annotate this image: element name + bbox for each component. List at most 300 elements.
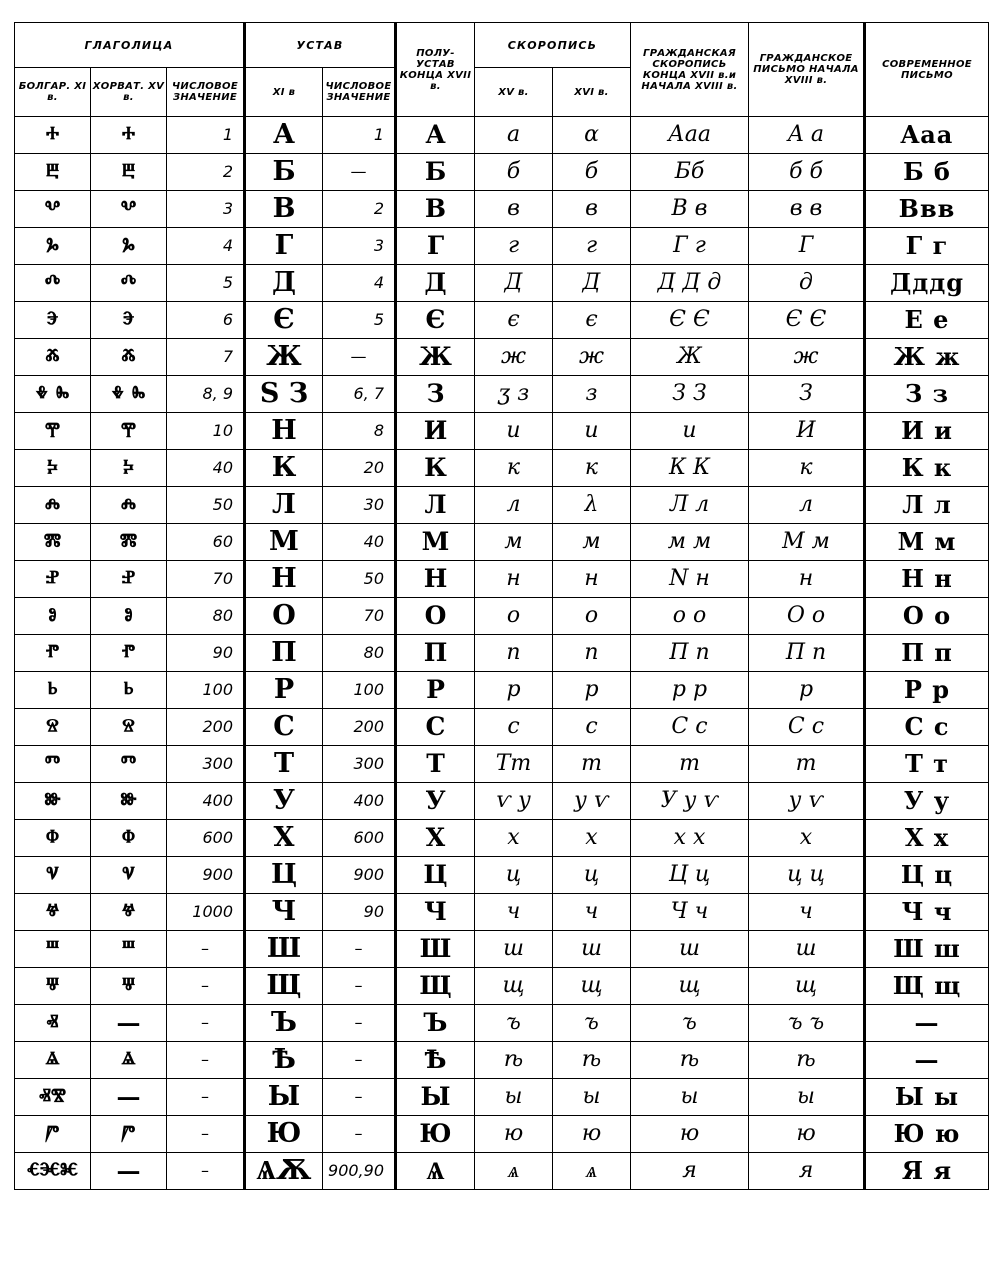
- civil-pismo-cell: ѣ: [749, 1042, 865, 1079]
- civil-skoropis-cell: я: [631, 1153, 749, 1190]
- ustav-num-cell: 50: [323, 561, 396, 598]
- civil-skoropis-cell: Ц ц: [631, 857, 749, 894]
- bulgar-cell: ⰽ: [15, 450, 91, 487]
- poluustav-cell: О: [396, 598, 475, 635]
- table-row: [15, 191, 989, 228]
- civil-pismo-cell: д: [749, 265, 865, 302]
- glag-num-cell: 3: [167, 191, 245, 228]
- civil-skoropis-cell: т: [631, 746, 749, 783]
- poluustav-cell: Ю: [396, 1116, 475, 1153]
- skoropis-xvi-header: XVI в.: [553, 68, 631, 117]
- glag-num-cell: 900: [167, 857, 245, 894]
- modern-cell: Х х: [865, 820, 989, 857]
- bulgar-cell: ⰲ: [15, 191, 91, 228]
- skoropis-xvi-cell: п: [553, 635, 631, 672]
- civil-pismo-cell: Є Є: [749, 302, 865, 339]
- ustav-num-cell: 30: [323, 487, 396, 524]
- modern-cell: Б б: [865, 154, 989, 191]
- modern-cell: —: [865, 1042, 989, 1079]
- bulgar-cell: ⱍ: [15, 894, 91, 931]
- croat-cell: ⱂ: [91, 635, 167, 672]
- civil-pismo-cell: х: [749, 820, 865, 857]
- ustav-num-cell: —: [323, 154, 396, 191]
- croat-cell: ⱆ: [91, 783, 167, 820]
- glag-num-cell: 100: [167, 672, 245, 709]
- modern-cell: П п: [865, 635, 989, 672]
- civil-pismo-cell: н: [749, 561, 865, 598]
- table-row: [15, 894, 989, 931]
- skoropis-xv-cell: щ: [475, 968, 553, 1005]
- table-row: [15, 265, 989, 302]
- glag-num-cell: 90: [167, 635, 245, 672]
- skoropis-xv-cell: ж: [475, 339, 553, 376]
- civil-pismo-cell: С с: [749, 709, 865, 746]
- skoropis-xv-cell: ѵ у: [475, 783, 553, 820]
- ustav-num-cell: –: [323, 1116, 396, 1153]
- bulgar-cell: ⱓ: [15, 1116, 91, 1153]
- skoropis-xv-cell: ч: [475, 894, 553, 931]
- ustav-cell: Є: [245, 302, 323, 339]
- civil-skoropis-cell: Г г: [631, 228, 749, 265]
- ustav-cell: Р: [245, 672, 323, 709]
- poluustav-cell: С: [396, 709, 475, 746]
- poluustav-cell: М: [396, 524, 475, 561]
- skoropis-xvi-cell: ы: [553, 1079, 631, 1116]
- ustav-cell: Н: [245, 413, 323, 450]
- skoropis-xvi-cell: Д: [553, 265, 631, 302]
- bulgar-cell: ⰴ: [15, 265, 91, 302]
- skoropis-xv-cell: р: [475, 672, 553, 709]
- poluustav-cell: Ъ: [396, 1005, 475, 1042]
- croat-cell: ⱁ: [91, 598, 167, 635]
- skoropis-xv-cell: с: [475, 709, 553, 746]
- ustav-num-cell: –: [323, 931, 396, 968]
- skoropis-xvi-cell: т: [553, 746, 631, 783]
- bulgar-cell: ⰱ: [15, 154, 91, 191]
- skoropis-xvi-cell: ѣ: [553, 1042, 631, 1079]
- modern-cell: И и: [865, 413, 989, 450]
- civil-skoropis-cell: щ: [631, 968, 749, 1005]
- bulgar-cell: ⱏⰺ: [15, 1079, 91, 1116]
- skoropis-xv-cell: о: [475, 598, 553, 635]
- modern-cell: Ж ж: [865, 339, 989, 376]
- ustav-num-cell: 90: [323, 894, 396, 931]
- table-row: [15, 672, 989, 709]
- croat-cell: —: [91, 1005, 167, 1042]
- modern-cell: Aaa: [865, 117, 989, 154]
- skoropis-xvi-cell: и: [553, 413, 631, 450]
- skoropis-xvi-cell: с: [553, 709, 631, 746]
- ustav-cell: ѦѪ: [245, 1153, 323, 1190]
- civil-pismo-cell: A a: [749, 117, 865, 154]
- modern-cell: Ввв: [865, 191, 989, 228]
- glag-num-cell: –: [167, 1079, 245, 1116]
- table-row: [15, 413, 989, 450]
- table-row: [15, 376, 989, 413]
- croat-cell: ⱎ: [91, 931, 167, 968]
- modern-cell: Ч ч: [865, 894, 989, 931]
- skoropis-xvi-cell: х: [553, 820, 631, 857]
- skoropis-xvi-cell: ш: [553, 931, 631, 968]
- glag-num-cell: 80: [167, 598, 245, 635]
- civil-pismo-cell: ч: [749, 894, 865, 931]
- skoropis-xv-cell: м: [475, 524, 553, 561]
- skoropis-xv-cell: ш: [475, 931, 553, 968]
- croat-cell: ⱄ: [91, 709, 167, 746]
- skoropis-xv-cell: г: [475, 228, 553, 265]
- ustav-num-cell: –: [323, 1005, 396, 1042]
- civil-skoropis-cell: Д Д д: [631, 265, 749, 302]
- croat-cell: ⱅ: [91, 746, 167, 783]
- glag-num-cell: 300: [167, 746, 245, 783]
- table-row: [15, 746, 989, 783]
- civil-pismo-cell: р: [749, 672, 865, 709]
- ustav-num-cell: –: [323, 1042, 396, 1079]
- ustav-num-cell: 6, 7: [323, 376, 396, 413]
- civil-skoropis-cell: У у ѵ: [631, 783, 749, 820]
- glag-num-cell: 2: [167, 154, 245, 191]
- modern-cell: К к: [865, 450, 989, 487]
- croat-cell: ⰲ: [91, 191, 167, 228]
- modern-cell: О о: [865, 598, 989, 635]
- croat-cell: ⰾ: [91, 487, 167, 524]
- skoropis-xvi-cell: ч: [553, 894, 631, 931]
- poluustav-cell: А: [396, 117, 475, 154]
- table-row: [15, 857, 989, 894]
- table-row: [15, 1116, 989, 1153]
- table-row: [15, 1079, 989, 1116]
- glag-num-cell: 6: [167, 302, 245, 339]
- poluustav-cell: Є: [396, 302, 475, 339]
- poluustav-cell: Х: [396, 820, 475, 857]
- table-row: [15, 339, 989, 376]
- skoropis-xvi-cell: в: [553, 191, 631, 228]
- croat-cell: ⰶ: [91, 339, 167, 376]
- bulgar-cell: ⱃ: [15, 672, 91, 709]
- civil-skoropis-cell: Є Є: [631, 302, 749, 339]
- glag-num-cell: 5: [167, 265, 245, 302]
- bulgar-cell: ⱏ: [15, 1005, 91, 1042]
- skoropis-xvi-cell: м: [553, 524, 631, 561]
- skoropis-xvi-cell: н: [553, 561, 631, 598]
- skoropis-xv-cell: ю: [475, 1116, 553, 1153]
- table-row: [15, 1042, 989, 1079]
- table-row: [15, 524, 989, 561]
- table-row: [15, 487, 989, 524]
- ustav-cell: Ч: [245, 894, 323, 931]
- poluustav-cell: Ж: [396, 339, 475, 376]
- bulgar-cell: ⰿ: [15, 524, 91, 561]
- skoropis-xv-cell: є: [475, 302, 553, 339]
- poluustav-cell: Ѣ: [396, 1042, 475, 1079]
- glag-num-cell: 7: [167, 339, 245, 376]
- croat-cell: —: [91, 1153, 167, 1190]
- glag-num-cell: 4: [167, 228, 245, 265]
- croat-cell: ⰴ: [91, 265, 167, 302]
- bulgar-cell: ⰷ ⰸ: [15, 376, 91, 413]
- poluustav-cell: Ч: [396, 894, 475, 931]
- glag-num-cell: 1: [167, 117, 245, 154]
- civil-skoropis-cell: ѣ: [631, 1042, 749, 1079]
- croat-cell: ⰹ: [91, 413, 167, 450]
- skoropis-xv-cell: ъ: [475, 1005, 553, 1042]
- ustav-num-cell: 8: [323, 413, 396, 450]
- civil-skoropis-cell: ю: [631, 1116, 749, 1153]
- croat-cell: ⱑ: [91, 1042, 167, 1079]
- modern-header: СОВРЕМЕННОЕ ПИСЬМО: [865, 23, 989, 117]
- skoropis-xvi-cell: ю: [553, 1116, 631, 1153]
- civil-pismo-cell: ю: [749, 1116, 865, 1153]
- civil-pismo-cell: ж: [749, 339, 865, 376]
- table-row: [15, 1153, 989, 1190]
- skoropis-xv-cell: в: [475, 191, 553, 228]
- civil-skoropis-cell: и: [631, 413, 749, 450]
- poluustav-cell: Т: [396, 746, 475, 783]
- ustav-cell: Ж: [245, 339, 323, 376]
- civil-pismo-cell: я: [749, 1153, 865, 1190]
- modern-cell: М м: [865, 524, 989, 561]
- skoropis-xvi-cell: к: [553, 450, 631, 487]
- ustav-num-cell: 3: [323, 228, 396, 265]
- modern-cell: Ш ш: [865, 931, 989, 968]
- croat-cell: ⱓ: [91, 1116, 167, 1153]
- civil-pismo-cell: Г: [749, 228, 865, 265]
- ustav-cell: Н: [245, 561, 323, 598]
- table-row: [15, 931, 989, 968]
- poluustav-cell: Ш: [396, 931, 475, 968]
- skoropis-xvi-cell: г: [553, 228, 631, 265]
- modern-cell: Т т: [865, 746, 989, 783]
- glag-num-cell: 50: [167, 487, 245, 524]
- ustav-cell: А: [245, 117, 323, 154]
- civil-skoropis-cell: С с: [631, 709, 749, 746]
- croat-cell: ⰱ: [91, 154, 167, 191]
- ustav-cell: Л: [245, 487, 323, 524]
- civil-skoropis-cell: Бб: [631, 154, 749, 191]
- ustav-cell: Ш: [245, 931, 323, 968]
- ustav-header: УСТАВ: [245, 23, 396, 68]
- civil-skoropis-cell: ъ: [631, 1005, 749, 1042]
- poluustav-cell: Ц: [396, 857, 475, 894]
- modern-cell: Р р: [865, 672, 989, 709]
- ustav-num-header: ЧИСЛОВОЕ ЗНАЧЕНИЕ: [323, 68, 396, 117]
- ustav-num-cell: 200: [323, 709, 396, 746]
- civil-pismo-cell: у ѵ: [749, 783, 865, 820]
- croat-cell: ⱀ: [91, 561, 167, 598]
- modern-cell: Щ щ: [865, 968, 989, 1005]
- glag-num-cell: 10: [167, 413, 245, 450]
- civil-skoropis-cell: З З: [631, 376, 749, 413]
- skoropis-header: СКОРОПИСЬ: [475, 23, 631, 68]
- glagolitsa-header: ГЛАГОЛИЦА: [15, 23, 245, 68]
- bulgar-cell: ⱌ: [15, 857, 91, 894]
- modern-cell: Дддg: [865, 265, 989, 302]
- ustav-cell: Т: [245, 746, 323, 783]
- civil-pismo-cell: т: [749, 746, 865, 783]
- civil-skoropis-cell: Аaa: [631, 117, 749, 154]
- civil-pismo-cell: М м: [749, 524, 865, 561]
- ustav-cell: Ъ: [245, 1005, 323, 1042]
- table-row: [15, 228, 989, 265]
- ustav-cell: П: [245, 635, 323, 672]
- table-body: [15, 117, 989, 1190]
- ustav-num-cell: 400: [323, 783, 396, 820]
- ustav-num-cell: 5: [323, 302, 396, 339]
- civil-skoropis-cell: Ж: [631, 339, 749, 376]
- poluustav-header: ПОЛУ- УСТАВ КОНЦА XVII в.: [396, 23, 475, 117]
- bulgar-cell: ⰳ: [15, 228, 91, 265]
- table-row: [15, 968, 989, 1005]
- ustav-cell: Д: [245, 265, 323, 302]
- glag-num-cell: –: [167, 1005, 245, 1042]
- bulgar-cell: ⰶ: [15, 339, 91, 376]
- skoropis-xv-cell: ʒ з: [475, 376, 553, 413]
- skoropis-xv-cell: п: [475, 635, 553, 672]
- ustav-cell: С: [245, 709, 323, 746]
- bulgar-cell: ⱄ: [15, 709, 91, 746]
- glag-num-cell: 600: [167, 820, 245, 857]
- table-row: [15, 820, 989, 857]
- table-row: [15, 635, 989, 672]
- civil-pismo-header: ГРАЖДАНСКОЕ ПИСЬМО НАЧАЛА XVIII в.: [749, 23, 865, 117]
- bulgar-cell: ⱂ: [15, 635, 91, 672]
- ustav-cell: Б: [245, 154, 323, 191]
- skoropis-xvi-cell: о: [553, 598, 631, 635]
- civil-pismo-cell: О о: [749, 598, 865, 635]
- modern-cell: Я я: [865, 1153, 989, 1190]
- croat-cell: ⱋ: [91, 968, 167, 1005]
- ustav-cell: Ѕ З: [245, 376, 323, 413]
- glag-num-cell: –: [167, 1116, 245, 1153]
- ustav-cell: Ц: [245, 857, 323, 894]
- civil-pismo-cell: к: [749, 450, 865, 487]
- ustav-num-cell: 70: [323, 598, 396, 635]
- civil-pismo-cell: б б: [749, 154, 865, 191]
- modern-cell: Ц ц: [865, 857, 989, 894]
- table-row: [15, 783, 989, 820]
- modern-cell: Ю ю: [865, 1116, 989, 1153]
- glag-num-cell: –: [167, 1042, 245, 1079]
- table-row: [15, 117, 989, 154]
- poluustav-cell: У: [396, 783, 475, 820]
- croat-cell: ⰽ: [91, 450, 167, 487]
- table-header: [15, 23, 989, 117]
- table-row: [15, 598, 989, 635]
- skoropis-xvi-cell: α: [553, 117, 631, 154]
- ustav-cell: Щ: [245, 968, 323, 1005]
- ustav-cell: Х: [245, 820, 323, 857]
- skoropis-xvi-cell: ѧ: [553, 1153, 631, 1190]
- skoropis-xv-cell: ѣ: [475, 1042, 553, 1079]
- ustav-cell: Ы: [245, 1079, 323, 1116]
- glag-num-cell: –: [167, 931, 245, 968]
- modern-cell: Л л: [865, 487, 989, 524]
- skoropis-xvi-cell: ж: [553, 339, 631, 376]
- table-row: [15, 561, 989, 598]
- modern-cell: У у: [865, 783, 989, 820]
- ustav-num-cell: 80: [323, 635, 396, 672]
- civil-pismo-cell: ц ц: [749, 857, 865, 894]
- bulgar-cell: ⱅ: [15, 746, 91, 783]
- civil-skoropis-cell: В в: [631, 191, 749, 228]
- skoropis-xvi-cell: з: [553, 376, 631, 413]
- civil-skoropis-cell: П п: [631, 635, 749, 672]
- modern-cell: С с: [865, 709, 989, 746]
- skoropis-xv-header: XV в.: [475, 68, 553, 117]
- skoropis-xvi-cell: щ: [553, 968, 631, 1005]
- bulgar-cell: ⰰ: [15, 117, 91, 154]
- bulgar-cell: ⱔⱗⱘ: [15, 1153, 91, 1190]
- bulgar-cell: ⱎ: [15, 931, 91, 968]
- bulgar-cell: ⰵ: [15, 302, 91, 339]
- bulgar-header: БОЛГАР. XI в.: [15, 68, 91, 117]
- ustav-num-cell: 20: [323, 450, 396, 487]
- bulgar-cell: ⰾ: [15, 487, 91, 524]
- glag-num-cell: 60: [167, 524, 245, 561]
- croat-cell: ⰷ ⰸ: [91, 376, 167, 413]
- table-row: [15, 302, 989, 339]
- poluustav-cell: И: [396, 413, 475, 450]
- ustav-cell: У: [245, 783, 323, 820]
- glag-num-cell: 8, 9: [167, 376, 245, 413]
- glag-num-header: ЧИСЛОВОЕ ЗНАЧЕНИЕ: [167, 68, 245, 117]
- croat-cell: ⰰ: [91, 117, 167, 154]
- bulgar-cell: ⱑ: [15, 1042, 91, 1079]
- croat-cell: ⰿ: [91, 524, 167, 561]
- table-row: [15, 1005, 989, 1042]
- ustav-num-cell: 900,90: [323, 1153, 396, 1190]
- ustav-cell: Ю: [245, 1116, 323, 1153]
- ustav-num-cell: 300: [323, 746, 396, 783]
- ustav-cell: В: [245, 191, 323, 228]
- alphabet-table: [14, 22, 989, 1190]
- poluustav-cell: Ѧ: [396, 1153, 475, 1190]
- ustav-xi-header: XI в: [245, 68, 323, 117]
- ustav-cell: М: [245, 524, 323, 561]
- civil-pismo-cell: П п: [749, 635, 865, 672]
- civil-skoropis-cell: м м: [631, 524, 749, 561]
- bulgar-cell: ⱆ: [15, 783, 91, 820]
- modern-cell: З з: [865, 376, 989, 413]
- poluustav-cell: П: [396, 635, 475, 672]
- glag-num-cell: 40: [167, 450, 245, 487]
- poluustav-cell: Б: [396, 154, 475, 191]
- ustav-num-cell: 4: [323, 265, 396, 302]
- poluustav-cell: В: [396, 191, 475, 228]
- croat-cell: ⰳ: [91, 228, 167, 265]
- ustav-num-cell: 1: [323, 117, 396, 154]
- skoropis-xvi-cell: б: [553, 154, 631, 191]
- skoropis-xvi-cell: ъ: [553, 1005, 631, 1042]
- skoropis-xvi-cell: р: [553, 672, 631, 709]
- bulgar-cell: ⱇ: [15, 820, 91, 857]
- civil-skoropis-cell: N н: [631, 561, 749, 598]
- ustav-num-cell: 2: [323, 191, 396, 228]
- civil-skoropis-cell: х х: [631, 820, 749, 857]
- ustav-num-cell: 900: [323, 857, 396, 894]
- glag-num-cell: –: [167, 968, 245, 1005]
- glag-num-cell: –: [167, 1153, 245, 1190]
- skoropis-xv-cell: а: [475, 117, 553, 154]
- poluustav-cell: Р: [396, 672, 475, 709]
- poluustav-cell: Ы: [396, 1079, 475, 1116]
- ustav-num-cell: 40: [323, 524, 396, 561]
- civil-skoropis-cell: р р: [631, 672, 749, 709]
- croat-cell: ⰵ: [91, 302, 167, 339]
- table-row: [15, 450, 989, 487]
- bulgar-cell: ⱋ: [15, 968, 91, 1005]
- civil-pismo-cell: ш: [749, 931, 865, 968]
